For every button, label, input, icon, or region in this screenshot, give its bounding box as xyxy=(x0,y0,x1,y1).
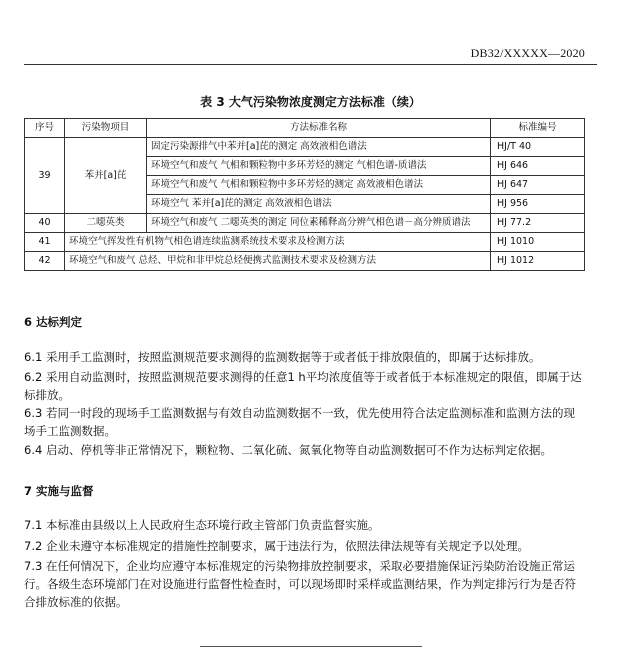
row-method: 固定污染源排气中苯并[a]芘的测定 高效液相色谱法 xyxy=(147,138,491,157)
col-header-code: 标准编号 xyxy=(491,119,585,138)
header-divider xyxy=(24,64,597,65)
col-header-pollutant: 污染物项目 xyxy=(65,119,147,138)
clause-7-1: 7.1 本标准由县级以上人民政府生态环境行政主管部门负责监督实施。 xyxy=(24,518,380,532)
standard-code: DB32/XXXXX—2020 xyxy=(470,46,585,60)
col-header-seq: 序号 xyxy=(25,119,65,138)
col-header-method: 方法标准名称 xyxy=(147,119,491,138)
row-code: HJ 647 xyxy=(491,176,585,195)
clause-6-1: 6.1 采用手工监测时，按照监测规范要求测得的监测数据等于或者低于排放限值的，即属于达标排放。 xyxy=(24,350,541,364)
row-seq: 42 xyxy=(25,252,65,271)
table-row xyxy=(25,233,585,252)
row-seq: 41 xyxy=(25,233,65,252)
footer-divider xyxy=(200,646,422,647)
row-method: 环境空气和废气 气相和颗粒物中多环芳烃的测定 高效液相色谱法 xyxy=(147,176,491,195)
row-method: 环境空气和废气 二噁英类的测定 同位素稀释高分辨气相色谱－高分辨质谱法 xyxy=(147,214,491,233)
table-row xyxy=(25,138,585,157)
row-seq: 40 xyxy=(25,214,65,233)
row-method: 环境空气和废气 总烃、甲烷和非甲烷总烃便携式监测技术要求及检测方法 xyxy=(65,252,491,271)
row-pollutant: 苯并[a]芘 xyxy=(65,138,147,214)
row-method: 环境空气挥发性有机物气相色谱连续监测系统技术要求及检测方法 xyxy=(65,233,491,252)
clause-7-3: 7.3 在任何情况下，企业均应遵守本标准规定的污染物排放控制要求，采取必要措施保证污染防治设施正常运行。各级生态环境部门在对设施进行监督性检查时，可以现场即时采样或监测结果，作为判定排污行为是否符合排放标准的依据。 xyxy=(24,559,576,609)
table-header-row xyxy=(25,119,585,138)
clause-6-3: 6.3 若同一时段的现场手工监测数据与有效自动监测数据不一致，优先使用符合法定监测标准和监测方法的现场手工监测数据。 xyxy=(24,406,575,438)
clause-6-4: 6.4 启动、停机等非正常情况下，颗粒物、二氧化硫、氮氧化物等自动监测数据可不作为达标判定依据。 xyxy=(24,443,552,457)
table-row xyxy=(25,252,585,271)
method-standards-table xyxy=(24,118,585,271)
row-code: HJ 646 xyxy=(491,157,585,176)
table-title: 表 3 大气污染物浓度测定方法标准（续） xyxy=(200,95,421,109)
row-code: HJ 1012 xyxy=(491,252,585,271)
row-code: HJ 1010 xyxy=(491,233,585,252)
row-seq: 39 xyxy=(25,138,65,214)
row-pollutant: 二噁英类 xyxy=(65,214,147,233)
section-7-heading: 7 实施与监督 xyxy=(24,484,94,498)
clause-6-2: 6.2 采用自动监测时，按照监测规范要求测得的任意1 h平均浓度值等于或者低于本标准规定的限值，即属于达标排放。 xyxy=(24,370,582,402)
row-method: 环境空气 苯并[a]芘的测定 高效液相色谱法 xyxy=(147,195,491,214)
clause-7-2: 7.2 企业未遵守本标准规定的措施性控制要求，属于违法行为，依照法律法规等有关规定予以处理。 xyxy=(24,539,529,553)
row-code: HJ 77.2 xyxy=(491,214,585,233)
row-code: HJ/T 40 xyxy=(491,138,585,157)
table-row xyxy=(25,214,585,233)
row-method: 环境空气和废气 气相和颗粒物中多环芳烃的测定 气相色谱-质谱法 xyxy=(147,157,491,176)
row-code: HJ 956 xyxy=(491,195,585,214)
section-6-heading: 6 达标判定 xyxy=(24,315,83,329)
